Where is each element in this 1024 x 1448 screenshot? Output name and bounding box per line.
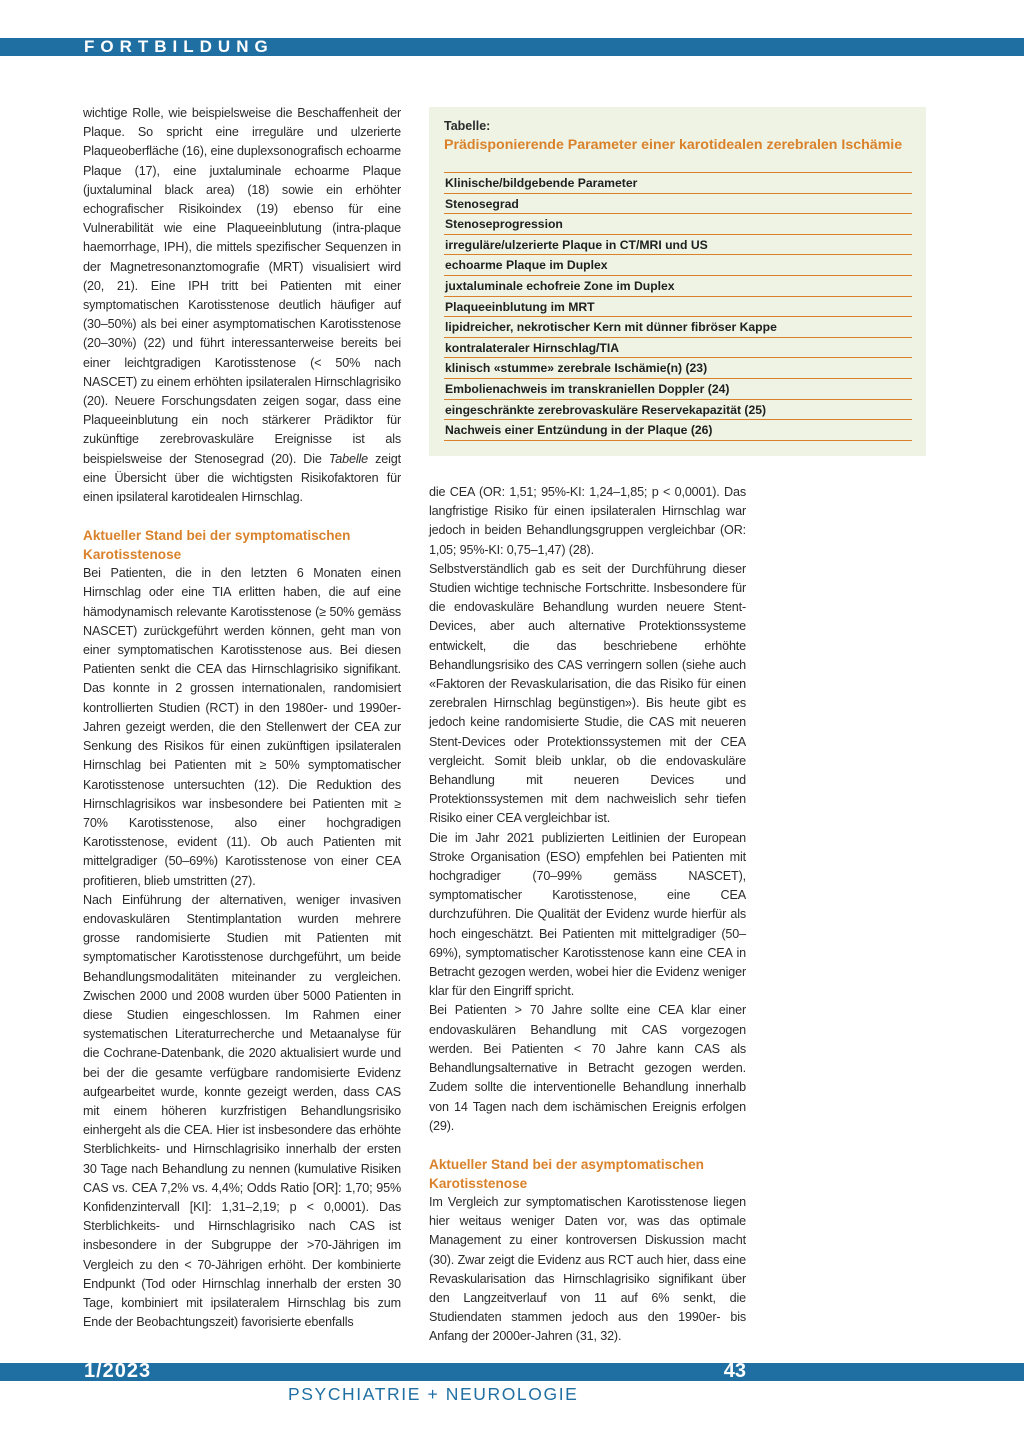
heading-asymptomatic: Aktueller Stand bei der asymptomatischen Karotisstenose [429, 1156, 704, 1191]
table-row: Stenosegrad [444, 194, 912, 215]
table-row: eingeschränkte zerebrovaskuläre Reservekapazität (25) [444, 400, 912, 421]
paragraph-intro-end: zeigt eine Übersicht über die wichtigsten Risikofaktoren für einen ipsilateral karotidealen Hirnschlag. [83, 451, 401, 505]
journal-name: PSYCHIATRIE + NEUROLOGIE [288, 1384, 579, 1404]
heading-symptomatic: Aktueller Stand bei der symptomatischen Karotisstenose [83, 528, 351, 563]
paragraph-right-3: Die im Jahr 2021 publizierten Leitlinien der European Stroke Organisation (ESO) empfehlen bei Patienten mit hochgradiger (70–99% gemäss NASCET), symptomatischer Karotisstenose, eine CEA durchzuführen. Die Qualität der Evidenz wurde hierfür als hoch eingeschätzt. Bei Patienten mit mittelgradiger (50–69%), symptomatischer Karotisstenose kann eine CEA in Betracht gezogen werden, wobei hier die Evidenz weniger klar für den Eingriff spricht. [429, 830, 746, 999]
table-row: Plaqueeinblutung im MRT [444, 297, 912, 318]
left-column [83, 104, 401, 1332]
table-reference: Tabelle [328, 451, 368, 466]
paragraph-right-4: Bei Patienten > 70 Jahre sollte eine CEA klar einer endovaskulären Behandlung mit CAS vorgezogen werden. Bei Patienten < 70 Jahre kann CAS als Behandlungsalternative in Betracht gezogen werden. Zudem sollte die interventionelle Behandlung innerhalb von 14 Tagen nach dem ischämischen Ereignis erfolgen (29). [429, 1003, 746, 1133]
paragraph-symptomatic-1: Bei Patienten, die in den letzten 6 Monaten einen Hirnschlag oder eine TIA erlitten haben, die auf eine hämodynamisch relevante Karotisstenose (≥ 50% gemäss NASCET) zurückgeführt werden können, geht man von einer symptomatischen Karotisstenose aus. Bei diesen Patienten senkt die CEA das Hirnschlagrisiko signifikant. Das konnte in 2 grossen internationalen, randomisiert kontrollierten Studien (RCT) in den 1980er- und 1990er-Jahren gezeigt werden, die den Stellenwert der CEA zur Senkung des Risikos für einen zukünftigen ipsilateralen Hirnschlag bei Patienten mit ≥ 50% symptomatischer Karotisstenose untersuchten (12). Die Reduktion des Hirnschlagrisikos war insbesondere bei Patienten mit ≥ 70% Karotisstenose, also einer hochgradigen Karotisstenose, evident (11). Ob auch Patienten mit mittelgradiger (50–69%) Karotisstenose von einer CEA profitieren, blieb umstritten (27). [83, 566, 401, 888]
table-row: Nachweis einer Entzündung in der Plaque (26) [444, 420, 912, 441]
table-row: Embolienachweis im transkraniellen Doppler (24) [444, 379, 912, 400]
table-row: juxtaluminale echofreie Zone im Duplex [444, 276, 912, 297]
table-rows [444, 172, 912, 441]
paragraph-right-5: Im Vergleich zur symptomatischen Karotisstenose liegen hier weitaus weniger Daten vor, was das optimale Management zu einer kontroversen Diskussion macht (30). Zwar zeigt die Evidenz aus RCT auch hier, dass eine Revaskularisation das Hirnschlagrisiko signifikant über den Langzeitverlauf von 11 auf 6% senkt, die Studiendaten stammen jedoch aus den 1990er- bis Anfang der 2000er-Jahren (31, 32). [429, 1194, 746, 1344]
issue-number: 1/2023 [84, 1360, 152, 1382]
table-row: lipidreicher, nekrotischer Kern mit dünner fibröser Kappe [444, 317, 912, 338]
paragraph-intro-text: wichtige Rolle, wie beispielsweise die Beschaffenheit der Plaque. So spricht eine irreguläre und ulzerierte Plaqueoberfläche (16), eine duplexsonografisch echoarme Plaque (17), eine juxtaluminale echoarme Plaque (juxtaluminal black area) (18) sowie ein erhöhter echografischer Risikoindex (19) ebenso für eine Vulnerabilität wie eine Plaqueeinblutung (intra-plaque haemorrhage, IPH), die mittels spezifischer Sequenzen in der Magnetresonanztomografie (MRT) visualisiert wird (20, 21). Eine IPH tritt bei Patienten mit einer symptomatischen Karotisstenose deutlich häufiger auf (30–50%) als bei einer asymptomatischen Karotisstenose (20–30%) (22) und führt interessanterweise bereits bei einer leichtgradigen Karotisstenose (< 50% nach NASCET) zu einem erhöhten ipsilateralen Hirnschlagrisiko (20). Neuere Forschungsdaten zeigen sogar, dass eine Plaqueeinblutung ein noch stärkerer Prädiktor für zukünftige zerebrovaskuläre Ereignisse ist als beispielsweise der Stenosegrad (20). Die [83, 106, 401, 466]
table-row: kontralateraler Hirnschlag/TIA [444, 338, 912, 359]
paragraph-right-2: Selbstverständlich gab es seit der Durchführung dieser Studien wichtige technische Fortschritte. Insbesondere für die endovaskuläre Behandlung wurden neuere Stent-Devices, aber auch alternative Protektionssysteme entwickelt, die das beschriebene erhöhte Behandlungsrisiko des CAS verringern sollen (siehe auch «Faktoren der Revaskularisation, die das Risiko für einen zerebralen Hirnschlag begünstigen»). Bis heute gibt es jedoch keine randomisierte Studie, die CAS mit neueren Stent-Devices oder Protektionssystemen mit der CEA vergleicht. Somit bleib unklar, ob die endovaskuläre Behandlung mit neueren Devices und Protektionssystemen mit dem nachweislich sehr tiefen Risiko einer CEA vergleichbar ist. [429, 561, 746, 826]
table-title: Prädisponierende Parameter einer karotidealen zerebralen Ischämie [444, 137, 903, 153]
paragraph-right-1: die CEA (OR: 1,51; 95%-KI: 1,24–1,85; p < 0,0001). Das langfristige Risiko für einen ipsilateralen Hirnschlag war jedoch in beiden Behandlungsgruppen vergleichbar (OR: 1,05; 95%-KI: 0,75–1,47) (28). [429, 485, 746, 557]
table-row: irreguläre/ulzerierte Plaque in CT/MRI und US [444, 235, 912, 256]
paragraph-intro [83, 104, 401, 507]
paragraph-symptomatic-2: Nach Einführung der alternativen, weniger invasiven endovaskulären Stentimplantation wurden mehrere grosse randomisierte Studien mit Patienten mit symptomatischer Karotisstenose durchgeführt, um beide Behandlungsmodalitäten miteinander zu vergleichen. Zwischen 2000 und 2008 wurden über 5000 Patienten in diese Studien eingeschlossen. Im Rahmen einer systematischen Literaturrecherche und Metaanalyse für die Cochrane-Datenbank, die 2020 aktualisiert wurde und bei der die gesamte verfügbare randomisierte Evidenz aufgearbeitet wurde, konnte gezeigt werden, dass CAS mit einem höheren kurzfristigen Behandlungsrisiko einhergeht als die CEA. Hier ist insbesondere das erhöhte Sterblichkeits- und Hirnschlagrisiko innerhalb der ersten 30 Tage nach Behandlung zu nennen (kumulative Risiken CAS vs. CEA 7,2% vs. 4,4%; Odds Ratio [OR]: 1,70; 95% Konfidenzintervall [KI]: 1,31–2,19; p < 0,0001). Das Sterblichkeits- und Hirnschlagrisiko nach CAS ist insbesondere in der Subgruppe der >70-Jährigen im Vergleich zu den < 70-Jährigen erhöht. Der kombinierte Endpunkt (Tod oder Hirnschlag innerhalb der ersten 30 Tage, kombiniert mit ipsilateralem Hirnschlag bis zum Ende der Beobachtungszeit) favorisierte ebenfalls [83, 892, 401, 1330]
table-box [429, 107, 926, 456]
footer-bar [0, 1363, 1024, 1381]
right-column [429, 483, 746, 1347]
table-row: echoarme Plaque im Duplex [444, 255, 912, 276]
table-row: klinisch «stumme» zerebrale Ischämie(n) (23) [444, 358, 912, 379]
table-row: Stenoseprogression [444, 214, 912, 235]
page-number: 43 [723, 1360, 746, 1382]
table-header-row: Klinische/bildgebende Parameter [444, 173, 912, 194]
section-label: FORTBILDUNG [84, 37, 274, 56]
table-label: Tabelle: [444, 119, 491, 133]
